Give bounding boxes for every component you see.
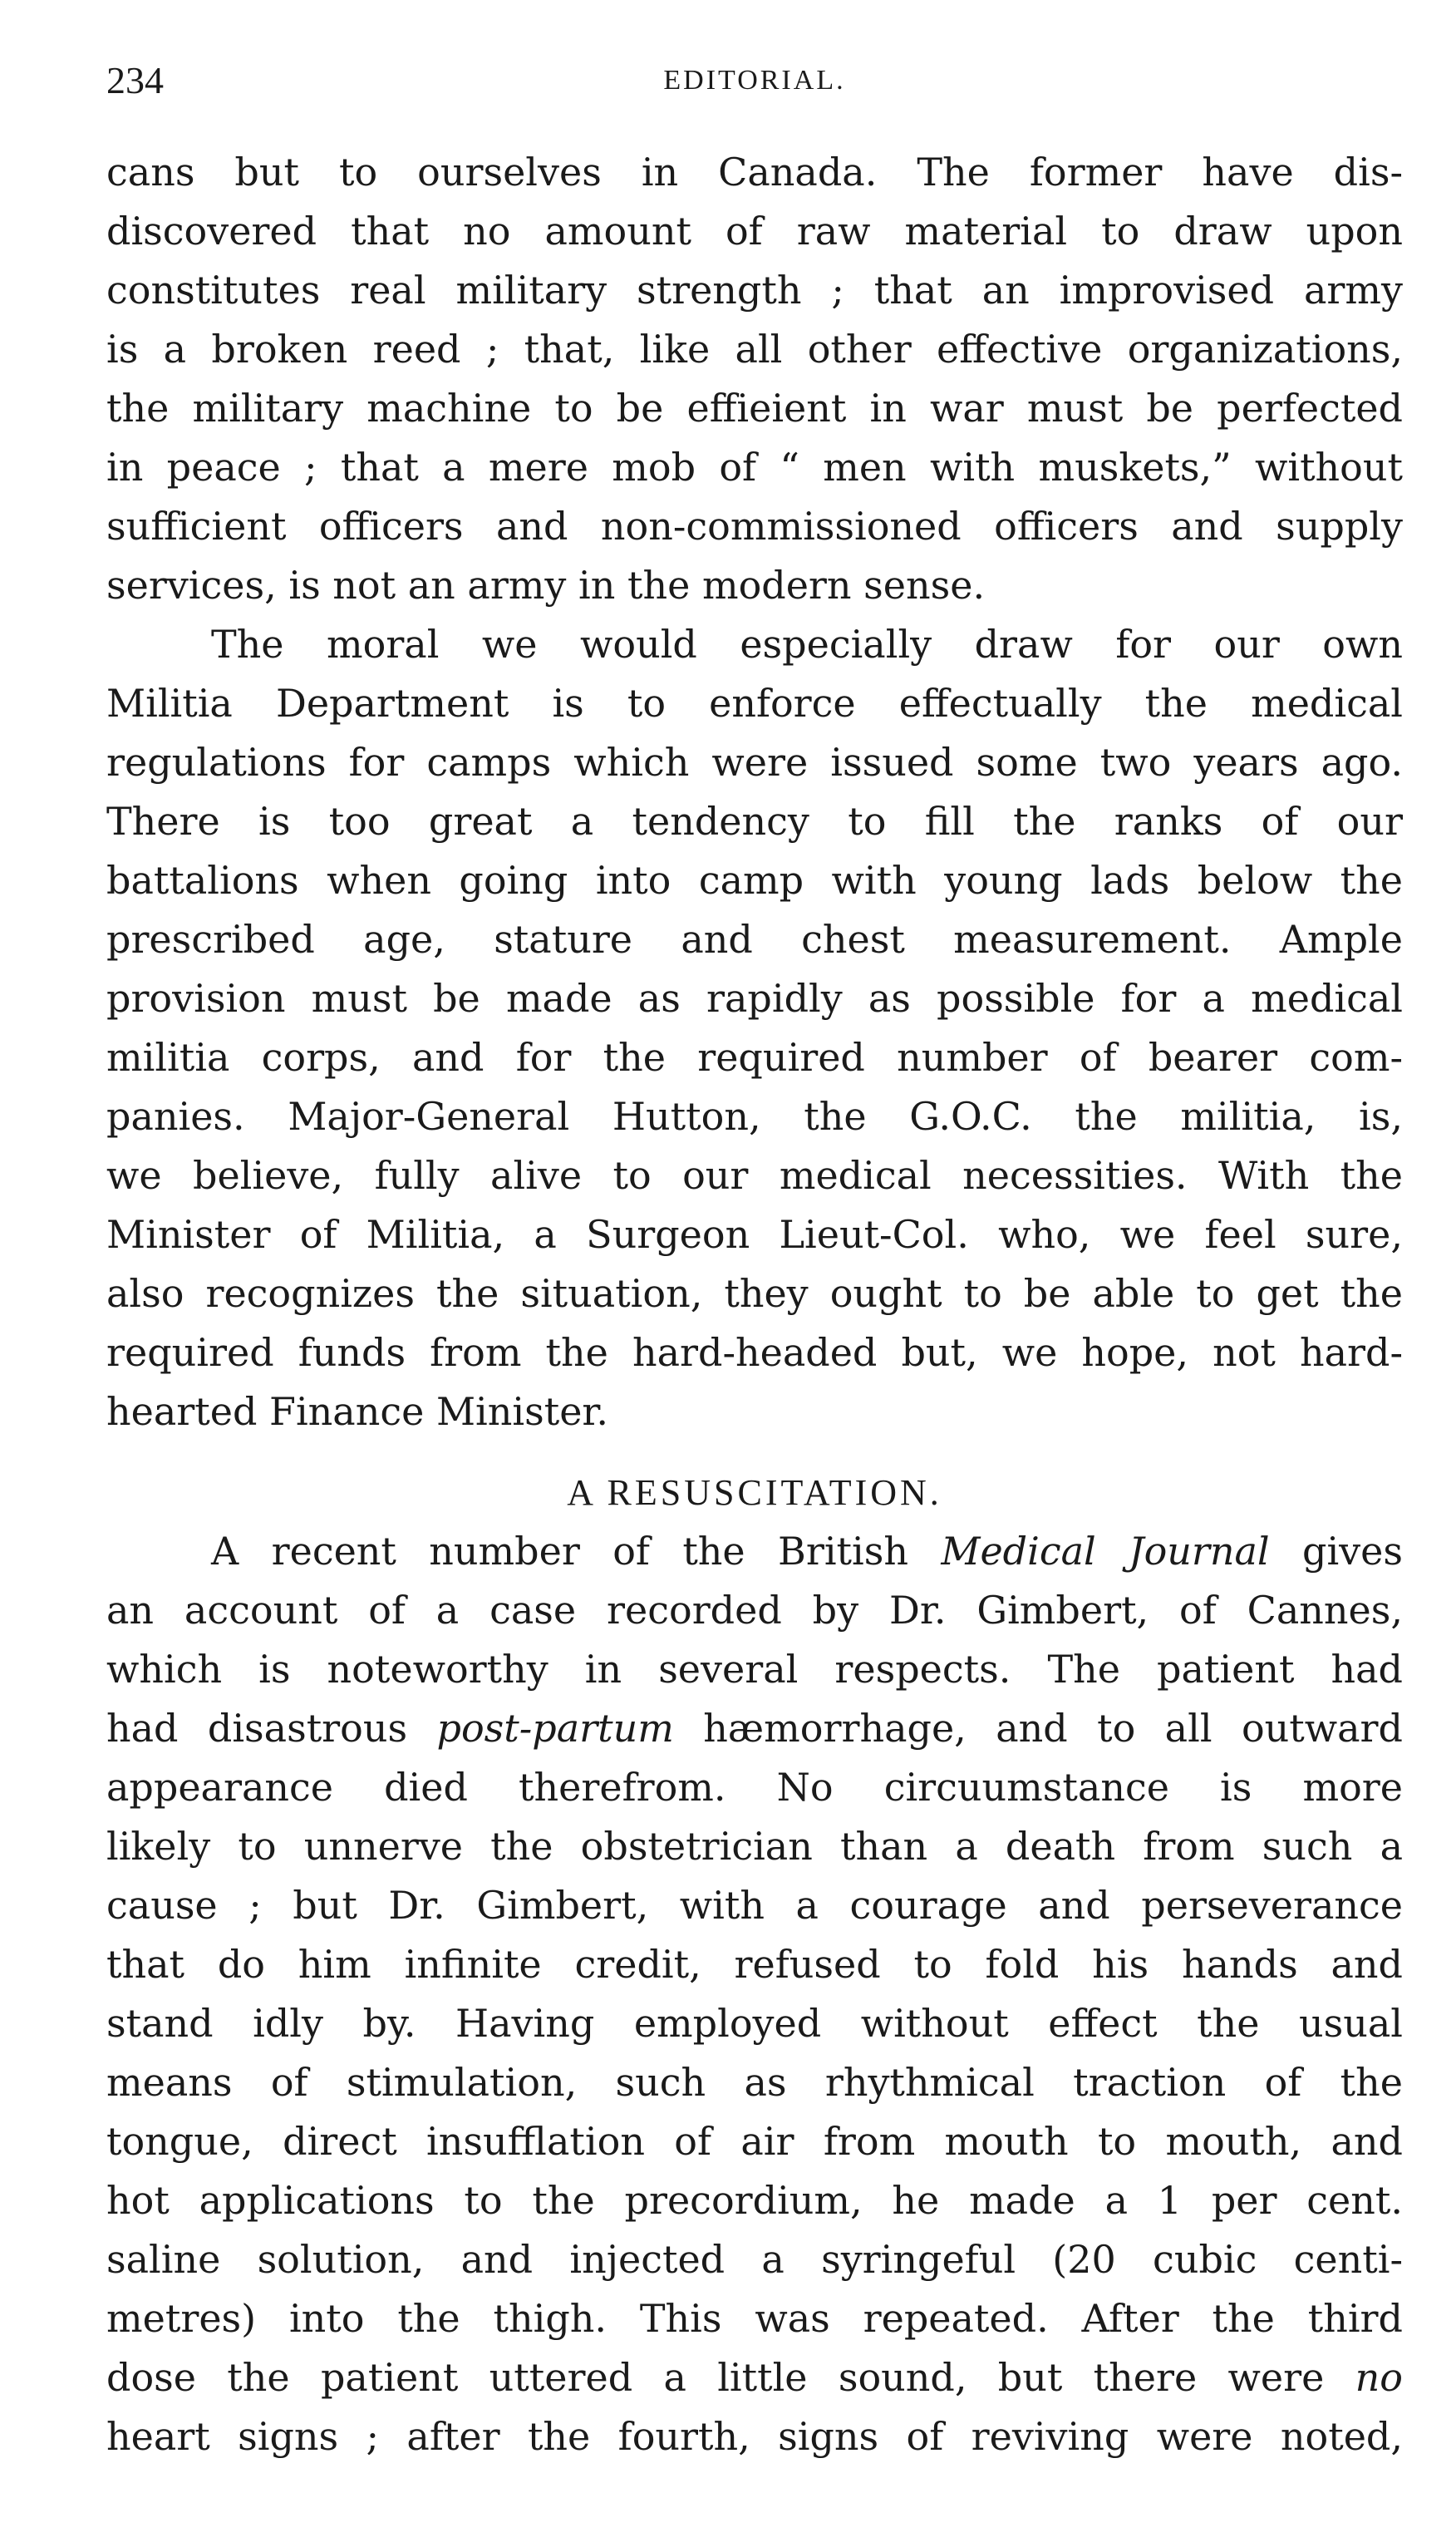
text-line: metres) into the thigh. This was repeated. After the third <box>106 2296 1403 2341</box>
text-line <box>106 1699 1403 1758</box>
text-line <box>106 2348 1403 2407</box>
italic-term: post-partum <box>436 1706 674 1751</box>
text-run: had disastrous <box>106 1706 437 1751</box>
paragraph-militia-department <box>106 615 1403 1441</box>
text-line: services, is not an army in the modern sense. <box>106 563 986 608</box>
text-line: likely to unnerve the obstetrician than a death from such a <box>106 1824 1403 1869</box>
running-head <box>106 58 1403 108</box>
italic-word: no <box>1355 2355 1403 2400</box>
text-line: constitutes real military strength ; that an improvised army <box>106 268 1403 313</box>
text-line: saline solution, and injected a syringeful (20 cubic centi- <box>106 2237 1403 2282</box>
text-line: required funds from the hard-headed but, we hope, not hard- <box>106 1330 1403 1375</box>
text-line: appearance died therefrom. No circuumstance is more <box>106 1765 1403 1810</box>
text-line: militia corps, and for the required number of bearer com- <box>106 1035 1403 1080</box>
text-line: panies. Major-General Hutton, the G.O.C. the militia, is, <box>106 1094 1403 1139</box>
text-line: battalions when going into camp with young lads below the <box>106 858 1403 903</box>
text-line: the military machine to be effieient in war must be perfected <box>106 386 1403 431</box>
text-line: hot applications to the precordium, he made a 1 per cent. <box>106 2178 1403 2223</box>
text-line: prescribed age, stature and chest measurement. Ample <box>106 917 1403 962</box>
section-header: EDITORIAL. <box>663 65 846 96</box>
text-line: is a broken reed ; that, like all other effective organizations, <box>106 327 1403 372</box>
paragraph-military-strength <box>106 143 1403 615</box>
page-number: 234 <box>106 59 164 101</box>
text-line: There is too great a tendency to fill the ranks of our <box>106 799 1403 844</box>
text-line: means of stimulation, such as rhythmical traction of the <box>106 2060 1403 2105</box>
text-run: A recent number of the British <box>211 1529 942 1574</box>
text-line: which is noteworthy in several respects. The patient had <box>106 1647 1403 1692</box>
paragraph-resuscitation <box>106 1522 1403 2466</box>
text-run: dose the patient uttered a little sound, but there were <box>106 2355 1355 2400</box>
text-line: Militia Department is to enforce effectually the medical <box>106 681 1403 726</box>
text-line: regulations for camps which were issued some two years ago. <box>106 740 1403 785</box>
text-line <box>106 1522 1403 1581</box>
journal-title: Medical Journal <box>941 1529 1270 1574</box>
text-line: that do him infinite credit, refused to fold his hands and <box>106 1942 1403 1987</box>
page-body <box>106 143 1403 2466</box>
text-line: discovered that no amount of raw material to draw upon <box>106 209 1403 254</box>
article-heading: A RESUSCITATION. <box>567 1472 942 1513</box>
text-line: also recognizes the situation, they ought to be able to get the <box>106 1271 1403 1316</box>
text-line: The moral we would especially draw for our own <box>211 622 1403 667</box>
text-run: hæmorrhage, and to all outward <box>673 1706 1403 1751</box>
text-line: an account of a case recorded by Dr. Gimbert, of Cannes, <box>106 1588 1403 1633</box>
text-line: stand idly by. Having employed without effect the usual <box>106 2001 1403 2046</box>
text-line: sufficient officers and non-commissioned officers and supply <box>106 504 1403 549</box>
text-line: provision must be made as rapidly as possible for a medical <box>106 976 1403 1021</box>
text-line: in peace ; that a mere mob of “ men with muskets,” without <box>106 445 1403 490</box>
text-line: heart signs ; after the fourth, signs of reviving were noted, <box>106 2414 1403 2459</box>
text-line: we believe, fully alive to our medical necessities. With the <box>106 1153 1403 1198</box>
text-run: gives <box>1269 1529 1403 1574</box>
text-line: hearted Finance Minister. <box>106 1389 608 1434</box>
text-line: Minister of Militia, a Surgeon Lieut-Col. who, we feel sure, <box>106 1212 1403 1257</box>
text-line: cans but to ourselves in Canada. The former have dis- <box>106 150 1403 195</box>
text-line: tongue, direct insufflation of air from mouth to mouth, and <box>106 2119 1403 2164</box>
text-line: cause ; but Dr. Gimbert, with a courage and perseverance <box>106 1883 1403 1928</box>
